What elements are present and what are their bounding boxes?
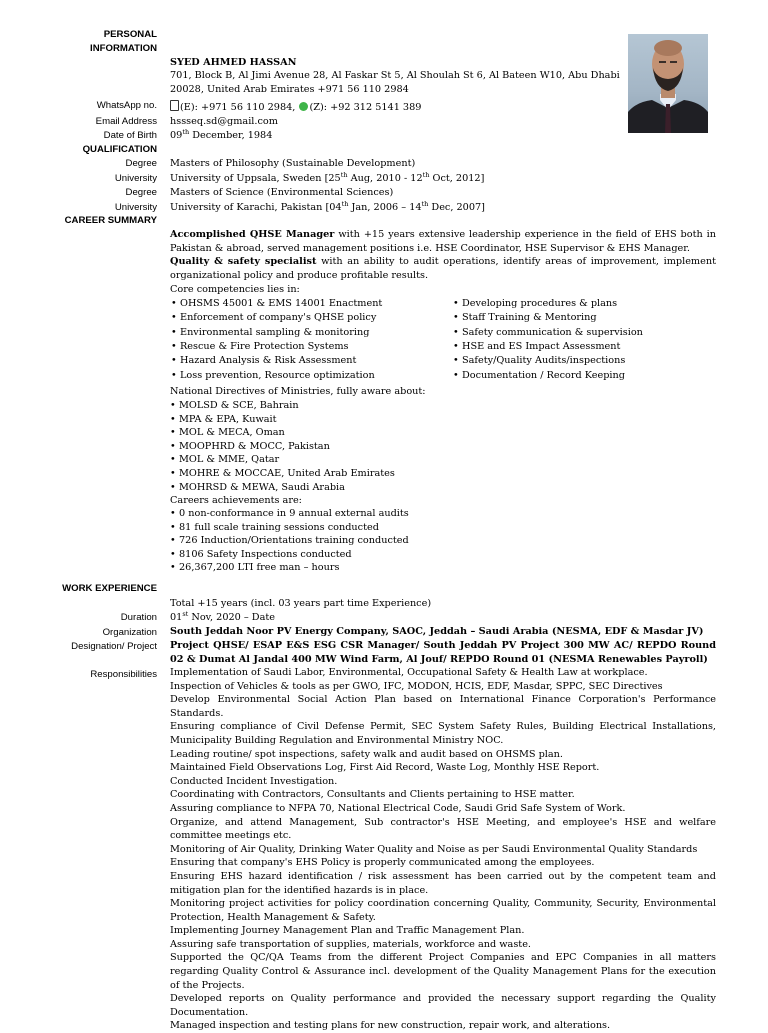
directive-item: • MOOPHRD & MOCC, Pakistan <box>170 440 330 452</box>
responsibility-item: Ensuring that company's EHS Policy is properly communicated among the employees. <box>170 857 595 869</box>
responsibility-item: Coordinating with Contractors, Consultants and Clients pertaining to HSE matter. <box>170 789 575 801</box>
responsibility-item: Inspection of Vehicles & tools as per GWO, IFC, MODON, HCIS, EDF, Masdar, SPPC, SEC Directives <box>170 680 663 692</box>
bullet-icon: • <box>453 369 459 381</box>
label-designation: Designation/ Project <box>71 641 157 652</box>
university-1-value: University of Uppsala, Sweden [25th Aug, 2010 - 12th Oct, 2012] <box>170 171 485 184</box>
achievement-item: • 726 Induction/Orientations training conducted <box>170 535 409 547</box>
whatsapp-icon <box>299 102 308 111</box>
directive-item: • MOLSD & SCE, Bahrain <box>170 400 299 411</box>
core-competency-item: • Developing procedures & plans <box>453 298 618 309</box>
bullet-icon: • <box>453 326 459 338</box>
whatsapp-e-prefix: (E): <box>180 102 201 113</box>
work-total: Total +15 years (incl. 03 years part time Experience) <box>170 598 432 609</box>
core-competency-item: • Hazard Analysis & Risk Assessment <box>171 355 357 367</box>
bullet-icon: • <box>171 312 177 324</box>
directive-item: • MOL & MECA, Oman <box>170 427 285 439</box>
bullet-icon: • <box>170 400 176 411</box>
section-personal-line2: INFORMATION <box>90 43 157 54</box>
core-competency-item: • Rescue & Fire Protection Systems <box>171 340 349 352</box>
label-organization: Organization <box>102 627 157 638</box>
bullet-icon: • <box>170 427 176 439</box>
profile-photo <box>628 34 708 133</box>
responsibility-item: Conducted Incident Investigation. <box>170 775 338 787</box>
bullet-icon: • <box>453 355 459 367</box>
candidate-name: SYED AHMED HASSAN <box>170 57 297 68</box>
bullet-icon: • <box>171 326 177 338</box>
responsibility-item: Supported the QC/QA Teams from the different Project Companies and EPC Companies in all matters regarding Quality Control & Assurance incl. development of the Quality Management Plans for the execution of the Projects. <box>170 952 716 991</box>
whatsapp-z-number: +92 312 5141 389 <box>330 102 422 113</box>
core-competency-item: • Staff Training & Mentoring <box>453 312 597 324</box>
label-responsibilities: Responsibilities <box>90 669 157 680</box>
bullet-icon: • <box>170 481 176 493</box>
achievements-heading: Careers achievements are: <box>170 495 302 506</box>
bullet-icon: • <box>453 312 459 324</box>
phone-icon <box>170 100 179 111</box>
responsibility-item: Ensuring EHS hazard identification / risk assessment has been carried out by the competent team and mitigation plan for the identified hazards is in place. <box>170 870 716 896</box>
label-whatsapp: WhatsApp no. <box>96 100 157 111</box>
email-value: hssseq.sd@gmail.com <box>170 116 278 127</box>
core-competency-item: • Safety/Quality Audits/inspections <box>453 355 626 367</box>
responsibility-item: Assuring safe transportation of supplies, materials, workforce and waste. <box>170 938 532 950</box>
core-competency-item: • HSE and ES Impact Assessment <box>453 340 621 352</box>
core-competency-item: • Documentation / Record Keeping <box>453 369 625 381</box>
section-qualification: QUALIFICATION <box>82 144 157 155</box>
dob-month-year: December, 1984 <box>189 130 273 141</box>
responsibility-item: Monitoring project activities for policy coordination concerning Quality, Community, Security, Environmental Protection, Health Management & Safety. <box>170 898 716 923</box>
bullet-icon: • <box>170 508 176 519</box>
bullet-icon: • <box>171 340 177 352</box>
bullet-icon: • <box>170 535 176 547</box>
university-2-value: University of Karachi, Pakistan [04th Jan, 2006 – 14th Dec, 2007] <box>170 200 485 213</box>
bullet-icon: • <box>171 355 177 367</box>
address-line-2: 20028, United Arab Emirates +971 56 110 2984 <box>170 84 409 95</box>
bullet-icon: • <box>170 562 176 574</box>
duration-value: 01st Nov, 2020 – Date <box>170 610 275 623</box>
whatsapp-e-number: +971 56 110 2984, <box>200 102 299 113</box>
core-competency-item: • Safety communication & supervision <box>453 326 643 338</box>
degree-1-value: Masters of Philosophy (Sustainable Development) <box>170 158 416 169</box>
responsibility-item: Ensuring compliance of Civil Defense Permit, SEC System Safety Rules, Building Electrical Installations, Municipality Building Regulation and Environmental Ministry NOC. <box>170 721 716 746</box>
bullet-icon: • <box>171 369 177 381</box>
bullet-icon: • <box>453 340 459 352</box>
bullet-icon: • <box>171 298 177 309</box>
responsibility-item: Maintained Field Observations Log, First Aid Record, Waste Log, Monthly HSE Report. <box>170 762 600 774</box>
bullet-icon: • <box>170 454 176 466</box>
bullet-icon: • <box>170 521 176 533</box>
section-career-summary: CAREER SUMMARY <box>64 215 157 226</box>
designation-value: Project QHSE/ ESAP E&S ESG CSR Manager/ South Jeddah PV Project 300 MW AC/ REPDO Round 02 & Dumat Al Jandal 400 MW Wind Farm, Al Jouf/ REPDO Round 01 (NESMA Renewables Payroll) <box>170 640 716 665</box>
achievement-item: • 0 non-conformance in 9 annual external audits <box>170 508 409 519</box>
career-paragraph-1: Accomplished QHSE Manager with +15 years extensive leadership experience in the field of EHS both in Pakistan & abroad, served management positions i.e. HSE Coordinator, HSE Supervisor & EHS Manager. <box>170 229 716 254</box>
whatsapp-z-prefix: (Z): <box>309 102 331 113</box>
achievement-item: • 26,367,200 LTI free man – hours <box>170 562 340 574</box>
bullet-icon: • <box>170 548 176 560</box>
responsibility-item: Monitoring of Air Quality, Drinking Water Quality and Noise as per Saudi Environmental Quality Standards <box>170 843 698 855</box>
label-dob: Date of Birth <box>103 130 157 141</box>
dob-suffix: th <box>182 128 190 136</box>
bullet-icon: • <box>170 413 176 425</box>
directives-heading: National Directives of Ministries, fully aware about: <box>170 386 426 397</box>
responsibility-item: Organize, and attend Management, Sub contractor's HSE Meeting, and employee's HSE and welfare committee meetings etc. <box>170 816 716 842</box>
responsibility-item: Implementing Journey Management Plan and Traffic Management Plan. <box>170 925 525 937</box>
responsibility-item: Assuring compliance to NFPA 70, National Electrical Code, Saudi Grid Safe System of Work. <box>170 802 626 814</box>
label-duration: Duration <box>120 612 157 623</box>
label-email: Email Address <box>95 116 157 127</box>
directive-item: • MOHRSD & MEWA, Saudi Arabia <box>170 481 345 493</box>
bullet-icon: • <box>170 468 176 479</box>
core-competency-item: • OHSMS 45001 & EMS 14001 Enactment <box>171 298 383 309</box>
label-degree-2: Degree <box>125 187 157 198</box>
responsibility-item: Implementation of Saudi Labor, Environmental, Occupational Safety & Health Law at workplace. <box>170 667 648 678</box>
section-work-experience: WORK EXPERIENCE <box>62 583 157 594</box>
directive-item: • MOL & MME, Qatar <box>170 454 280 466</box>
career-paragraph-2: Quality & safety specialist with an ability to audit operations, identify areas of improvement, implement organizational policy and produce profitable results. <box>170 256 716 281</box>
core-competency-item: • Environmental sampling & monitoring <box>171 326 370 338</box>
organization-value: South Jeddah Noor PV Energy Company, SAOC, Jeddah – Saudi Arabia (NESMA, EDF & Masdar JV) <box>170 626 704 637</box>
label-degree-1: Degree <box>125 158 157 169</box>
responsibility-item: Leading routine/ spot inspections, safety walk and audit based on OHSMS plan. <box>170 748 563 760</box>
responsibility-item: Developed reports on Quality performance and provided the necessary support regarding the Quality Documentation. <box>170 993 716 1018</box>
core-competencies-heading: Core competencies lies in: <box>170 284 300 295</box>
address-line-1: 701, Block B, Al Jimi Avenue 28, Al Faskar St 5, Al Shoulah St 6, Al Bateen W10, Abu Dhabi <box>170 70 620 81</box>
core-competency-item: • Loss prevention, Resource optimization <box>171 369 375 381</box>
achievement-item: • 81 full scale training sessions conducted <box>170 521 379 533</box>
section-personal-line1: PERSONAL <box>103 29 157 40</box>
dob-day: 09 <box>170 130 183 141</box>
degree-2-value: Masters of Science (Environmental Sciences) <box>170 187 394 198</box>
directive-item: • MOHRE & MOCCAE, United Arab Emirates <box>170 468 395 479</box>
responsibilities-list <box>170 666 716 1033</box>
bullet-icon: • <box>453 298 459 309</box>
label-university-2: University <box>114 202 157 213</box>
responsibility-item: Managed inspection and testing plans for new construction, repair work, and alterations. <box>170 1020 611 1032</box>
directive-item: • MPA & EPA, Kuwait <box>170 413 277 425</box>
core-competency-item: • Enforcement of company's QHSE policy <box>171 312 377 324</box>
label-university-1: University <box>114 173 157 184</box>
achievement-item: • 8106 Safety Inspections conducted <box>170 548 352 560</box>
bullet-icon: • <box>170 440 176 452</box>
responsibility-item: Develop Environmental Social Action Plan based on International Finance Corporation's Performance Standards. <box>170 694 716 719</box>
